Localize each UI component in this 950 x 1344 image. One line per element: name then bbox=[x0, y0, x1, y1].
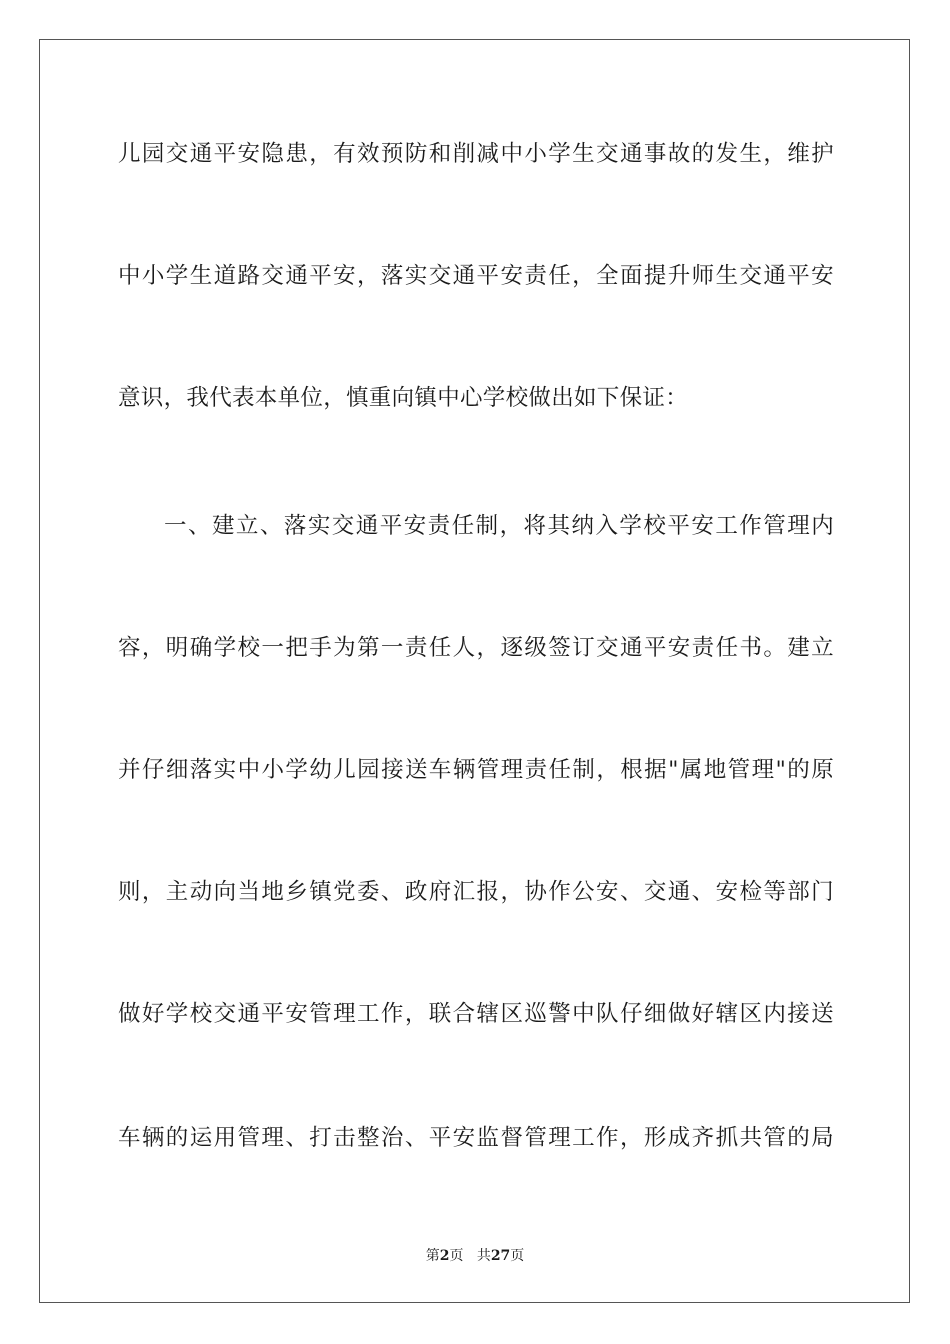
page-border bbox=[39, 39, 910, 1303]
body-text-line: 儿园交通平安隐患，有效预防和削减中小学生交通事故的发生，维护 bbox=[118, 141, 834, 167]
page-prefix: 第 bbox=[425, 1248, 440, 1264]
page-number: 2 bbox=[439, 1248, 450, 1264]
total-pages: 27 bbox=[490, 1248, 511, 1264]
body-text-line: 意识，我代表本单位，慎重向镇中心学校做出如下保证： bbox=[118, 385, 689, 411]
page-suffix: 页 bbox=[449, 1248, 464, 1264]
body-text-line: 则，主动向当地乡镇党委、政府汇报，协作公安、交通、安检等部门 bbox=[118, 879, 834, 905]
body-text-line: 中小学生道路交通平安，落实交通平安责任，全面提升师生交通平安 bbox=[118, 263, 834, 289]
body-text-line: 做好学校交通平安管理工作，联合辖区巡警中队仔细做好辖区内接送 bbox=[118, 1001, 834, 1027]
body-text-line: 一、建立、落实交通平安责任制，将其纳入学校平安工作管理内 bbox=[164, 513, 834, 539]
body-text-line: 并仔细落实中小学幼儿园接送车辆管理责任制，根据"属地管理"的原 bbox=[118, 757, 834, 783]
body-text-line: 容，明确学校一把手为第一责任人，逐级签订交通平安责任书。建立 bbox=[118, 635, 834, 661]
body-text-line: 车辆的运用管理、打击整治、平安监督管理工作，形成齐抓共管的局 bbox=[118, 1125, 834, 1151]
total-prefix: 共 bbox=[476, 1248, 491, 1264]
page-footer bbox=[0, 1247, 950, 1265]
total-suffix: 页 bbox=[510, 1248, 525, 1264]
